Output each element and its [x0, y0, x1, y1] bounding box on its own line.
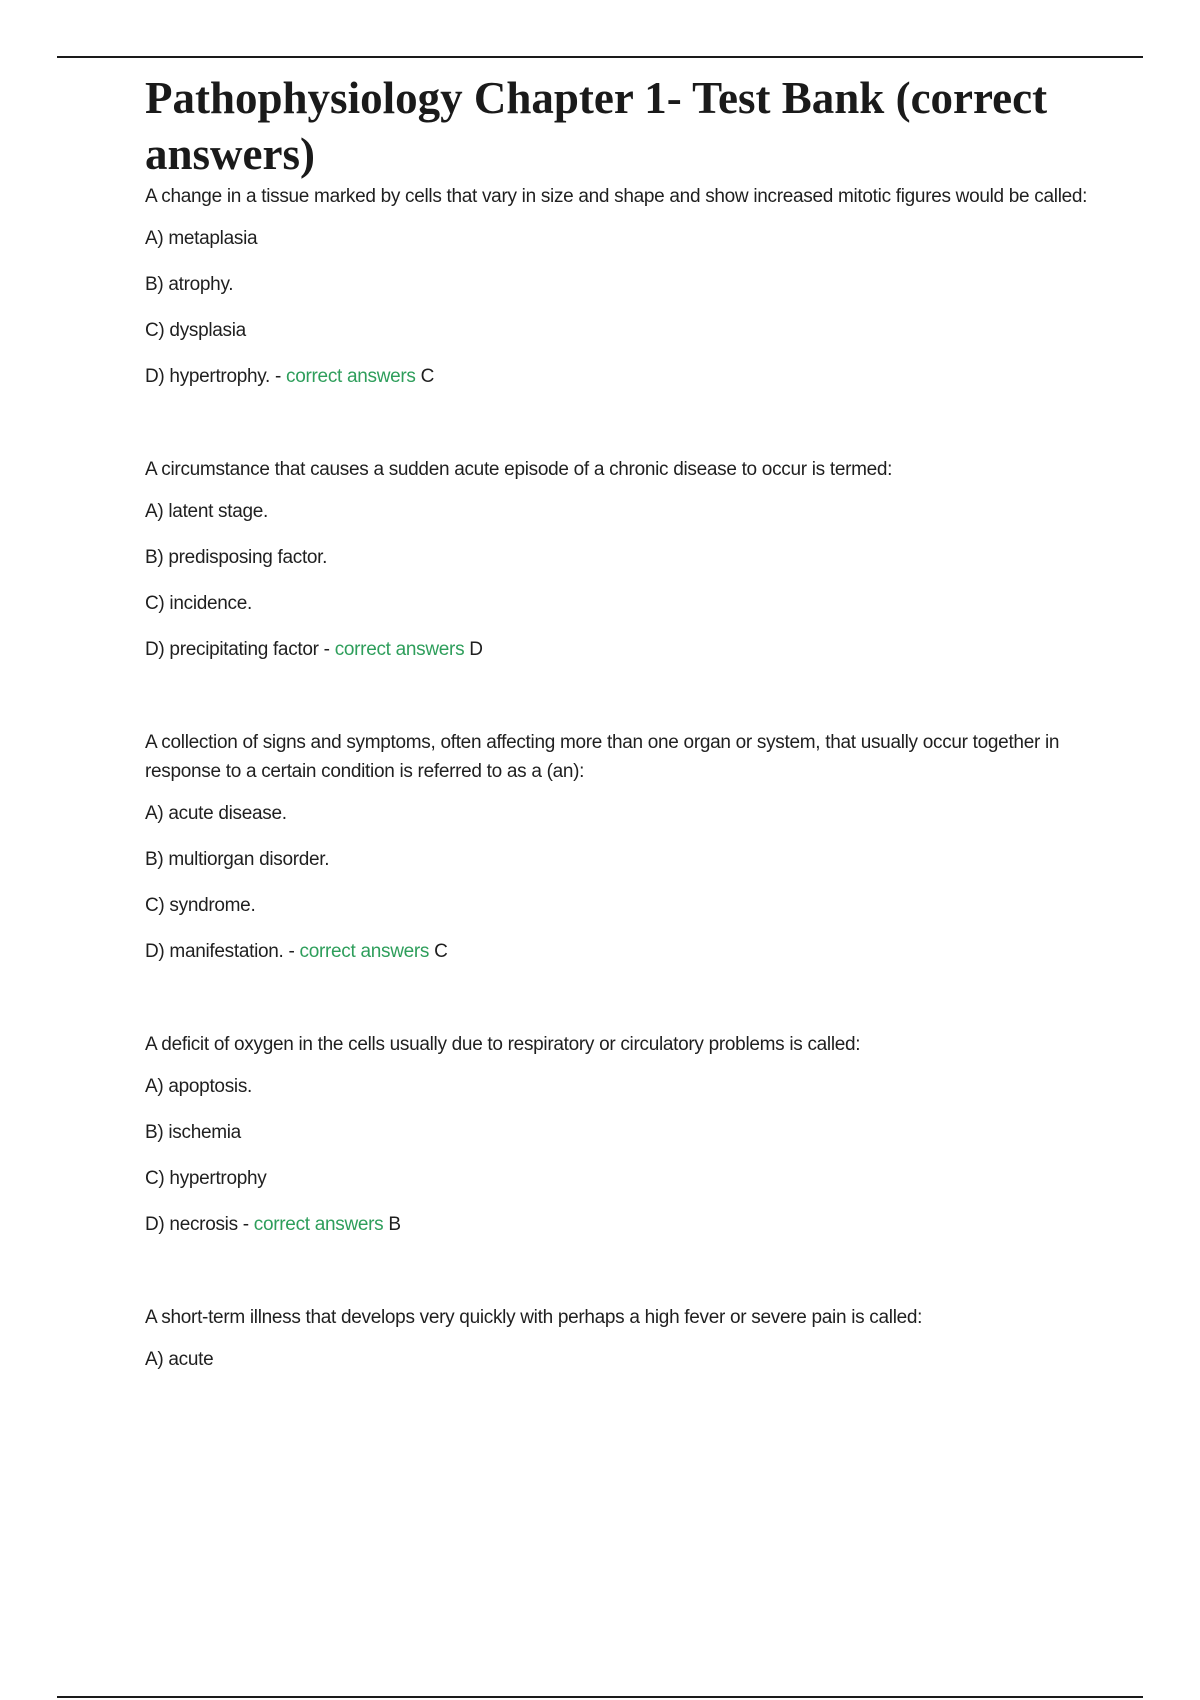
question-block	[145, 1030, 1095, 1256]
question-block	[145, 182, 1095, 408]
answer-option: C) hypertrophy	[145, 1168, 267, 1189]
answer-separator: -	[318, 639, 335, 660]
correct-answer-letter: B	[388, 1214, 401, 1235]
answer-option: A) acute	[145, 1349, 214, 1370]
answer-option: A) latent stage.	[145, 501, 268, 522]
option-text: D) hypertrophy.	[145, 366, 271, 387]
answer-option: A) apoptosis.	[145, 1076, 252, 1097]
question-text: A deficit of oxygen in the cells usually due to respiratory or circulatory problems is called:	[145, 1034, 861, 1055]
answer-option: C) dysplasia	[145, 320, 246, 341]
answer-option: B) atrophy.	[145, 274, 234, 295]
document-content	[145, 70, 1095, 1391]
option-text: D) precipitating factor	[145, 639, 319, 660]
answer-option-last	[145, 1210, 1095, 1256]
answer-option: C) incidence.	[145, 593, 252, 614]
answer-option: B) multiorgan disorder.	[145, 849, 330, 870]
answer-option: A) acute disease.	[145, 803, 287, 824]
question-block	[145, 728, 1095, 983]
option-text: D) manifestation.	[145, 941, 284, 962]
correct-answers-label: correct answers	[253, 1214, 384, 1235]
answer-separator: -	[283, 941, 300, 962]
correct-answer-letter: C	[434, 941, 448, 962]
correct-answer-letter: C	[420, 366, 435, 387]
bottom-divider	[57, 1696, 1143, 1698]
answer-separator: -	[270, 366, 287, 387]
answer-option: A) metaplasia	[145, 228, 258, 249]
answer-option: B) ischemia	[145, 1122, 241, 1143]
question-text: A collection of signs and symptoms, often affecting more than one organ or system, that usually occur together in response to a certain condition is referred to as a (an):	[145, 732, 1060, 782]
answer-option-last	[145, 937, 1095, 983]
question-text: A change in a tissue marked by cells that vary in size and shape and show increased mitotic figures would be called:	[145, 186, 1088, 207]
answer-option-last	[145, 635, 1095, 681]
top-divider	[57, 56, 1143, 58]
correct-answers-label: correct answers	[286, 366, 416, 387]
option-text: D) necrosis	[145, 1214, 238, 1235]
answer-option: C) syndrome.	[145, 895, 256, 916]
correct-answer-letter: D	[469, 639, 483, 660]
question-text: A short-term illness that develops very quickly with perhaps a high fever or severe pain is called:	[145, 1307, 923, 1328]
correct-answers-label: correct answers	[299, 941, 430, 962]
correct-answers-label: correct answers	[334, 639, 465, 660]
answer-separator: -	[237, 1214, 254, 1235]
answer-option-last	[145, 362, 1095, 408]
question-text: A circumstance that causes a sudden acute episode of a chronic disease to occur is termed:	[145, 459, 893, 480]
question-block	[145, 455, 1095, 681]
answer-option: B) predisposing factor.	[145, 547, 328, 568]
document-title: Pathophysiology Chapter 1- Test Bank (correct answers)	[145, 73, 1048, 179]
question-block	[145, 1303, 1095, 1391]
